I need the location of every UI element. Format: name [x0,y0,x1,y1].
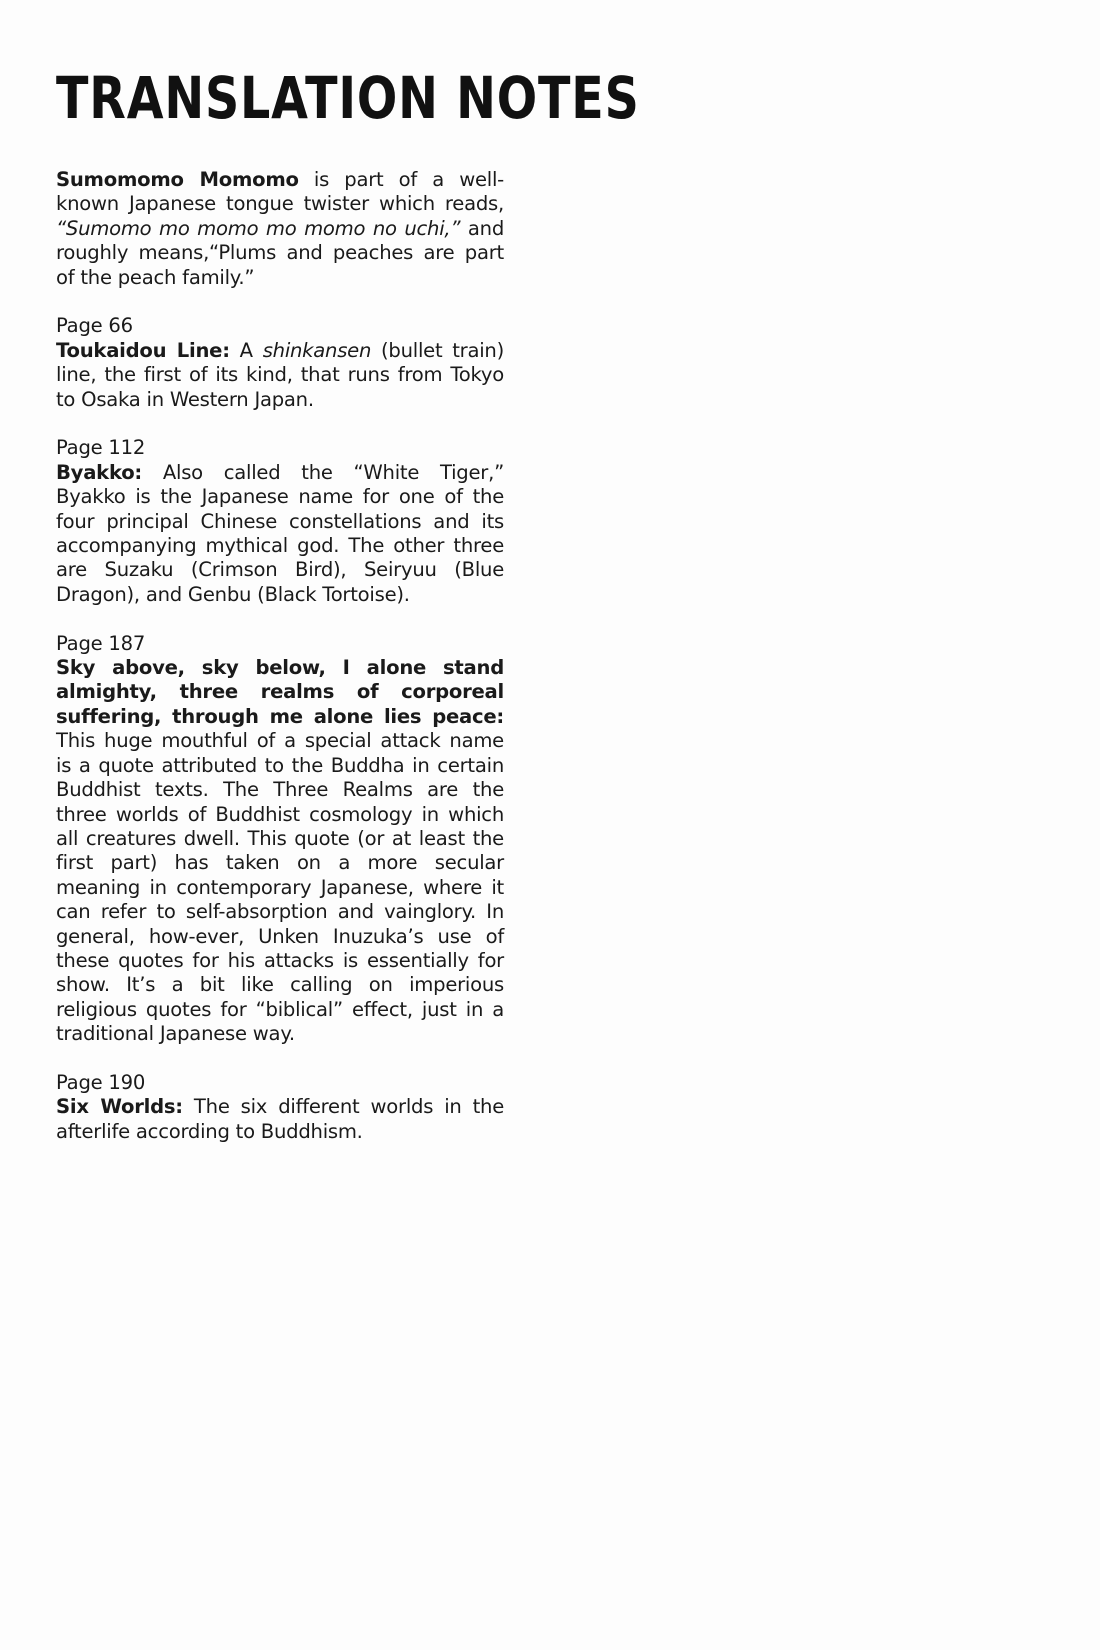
note-page-ref: Page 66 [56,314,133,338]
note-page-ref: Page 112 [56,436,146,460]
note-text [56,1095,504,1144]
note-italic-text: shinkansen [262,338,372,362]
note-italic-text: “Sumomo mo momo mo momo no uchi,” [56,216,461,240]
notes-list [56,168,504,1144]
note-block [56,1071,504,1144]
note-term: Sumomomo Momomo [56,168,299,191]
note-term: Sky above, sky below, I alone stand almighty, three realms of corporeal suffering, through me alone lies peace: [56,656,504,728]
note-page-ref: Page 187 [56,631,146,655]
translation-notes-page [56,56,640,1169]
note-text [56,168,504,290]
note-page-ref: Page 190 [56,1070,146,1094]
note-term: Toukaidou Line: [56,338,230,362]
note-term: Six Worlds: [56,1095,183,1119]
note-body-text: Also called the “White Tiger,” Byakko is the Japanese name for one of the four principal Chinese constellations and its accompanying mythical god. The other three are Suzaku (Crimson Bird), Seiryuu (Blue Dragon), and Genbu (Black Tortoise). [56,460,504,606]
note-block [56,314,504,412]
note-body-text: is part of a well-known Japanese tongue twister which reads, [56,168,504,216]
note-block [56,436,504,607]
note-body-text: A [229,338,263,362]
page-title: TRANSLATION NOTES [56,64,640,132]
note-body-text: This huge mouthful of a special attack name is a quote attributed to the Buddha in certain Buddhist texts. The Three Realms are the three worlds of Buddhist cosmology in which all creatures dwell. This quote (or at least the first part) has taken on a more secular meaning in contemporary Japanese, where it can refer to self-absorption and vainglory. In general, how-ever, Unken Inuzuka’s use of these quotes for his attacks is essentially for show. It’s a bit like calling on imperious religious quotes for “biblical” effect, just in a traditional Japanese way. [56,729,504,1046]
note-term: Byakko: [56,460,143,484]
note-body-text: (bullet train) line, the first of its kind, that runs from Tokyo to Osaka in Western Japan. [56,338,504,411]
note-text [56,656,504,1047]
note-block [56,168,504,290]
note-block [56,632,504,1047]
note-text [56,339,504,412]
note-body-text: and roughly means,“Plums and peaches are part of the peach family.” [56,216,505,289]
note-text [56,461,504,607]
note-body-text: The six different worlds in the afterlife according to Buddhism. [56,1095,504,1143]
